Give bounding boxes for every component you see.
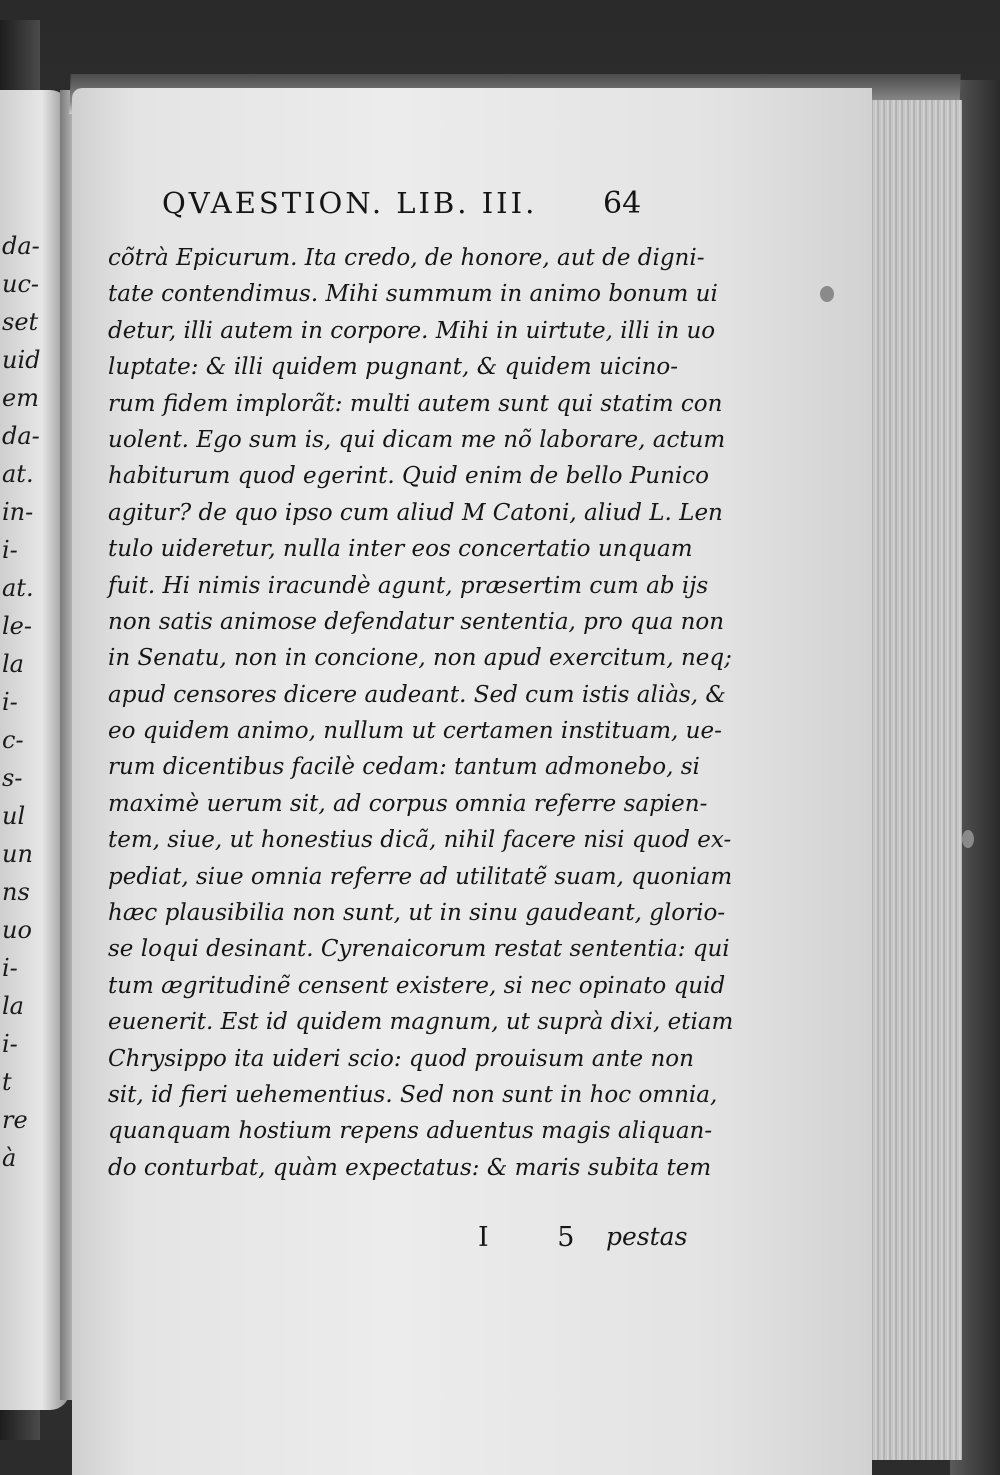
text-line: quanquam hostium repens aduentus magis aliquan- [108, 1118, 713, 1145]
left-page-fragment: i- [2, 1030, 18, 1058]
left-page-fragment: s- [2, 764, 23, 792]
left-page-fragment: em [2, 384, 39, 412]
text-line: rum dicentibus facilè cedam: tantum admonebo, si [108, 754, 700, 781]
left-page-fragment: c- [2, 726, 24, 754]
ink-spot [962, 830, 974, 848]
text-line: non satis animose defendatur sententia, pro qua non [108, 608, 725, 635]
left-page-fragment: i- [2, 536, 18, 564]
text-block [108, 240, 734, 1186]
text-line: in Senatu, non in concione, non apud exercitum, neq; [108, 645, 732, 672]
left-page-fragment: le- [2, 612, 32, 640]
text-line: maximè uerum sit, ad corpus omnia referre sapien- [108, 790, 708, 817]
text-line: rum fidem implorãt: multi autem sunt qui statim con [108, 390, 723, 417]
left-page-fragment: re [2, 1106, 28, 1134]
left-page-fragment: uid [2, 346, 41, 374]
text-line: pediat, siue omnia referre ad utilitatẽ suam, quoniam [108, 863, 733, 890]
left-page-fragment: in- [2, 498, 34, 526]
text-line: Chrysippo ita uideri scio: quod prouisum ante non [108, 1045, 694, 1072]
left-page-fragment: da- [2, 422, 40, 450]
page-stack [860, 100, 962, 1460]
running-head: QVAESTION. LIB. III. [162, 186, 538, 220]
left-page-fragment: i- [2, 954, 18, 982]
text-line: sit, id fieri uehementius. Sed non sunt in hoc omnia, [108, 1081, 718, 1108]
left-page-fragment: set [2, 308, 39, 336]
catchword: pestas [606, 1222, 688, 1251]
text-line: se loqui desinant. Cyrenaicorum restat sententia: qui [108, 936, 730, 963]
left-page-fragment: ul [2, 802, 26, 830]
left-page-fragment: la [2, 992, 24, 1020]
left-page-fragment: t [2, 1068, 12, 1096]
text-line: habiturum quod egerint. Quid enim de bello Punico [108, 463, 709, 490]
signature-mark: I 5 [478, 1222, 605, 1253]
page-number: 64 [603, 186, 642, 221]
text-line: apud censores dicere audeant. Sed cum istis aliàs, & [108, 681, 726, 708]
left-page-fragment: i- [2, 688, 18, 716]
left-page-fragment: uo [2, 916, 32, 944]
left-page-fragment: at. [2, 460, 34, 488]
left-page-fragment: à [2, 1144, 17, 1172]
text-line: do conturbat, quàm expectatus: & maris subita tem [108, 1154, 712, 1181]
text-line: uolent. Ego sum is, qui dicam me nõ laborare, actum [108, 426, 726, 453]
text-line: detur, illi autem in corpore. Mihi in uirtute, illi in uo [108, 317, 716, 344]
text-line: hæc plausibilia non sunt, ut in sinu gaudeant, glorio- [108, 900, 726, 927]
text-line: tum ægritudinẽ censent existere, si nec opinato quid [108, 972, 726, 999]
text-line: tem, siue, ut honestius dicã, nihil facere nisi quod ex- [108, 827, 732, 854]
text-line: tate contendimus. Mihi summum in animo bonum ui [108, 281, 718, 308]
text-line: agitur? de quo ipso cum aliud M Catoni, aliud L. Len [108, 499, 723, 526]
text-line: euenerit. Est id quidem magnum, ut suprà dixi, etiam [108, 1009, 734, 1036]
text-line: fuit. Hi nimis iracundè agunt, præsertim cum ab ijs [108, 572, 709, 599]
left-page-fragment: la [2, 650, 24, 678]
text-line: cõtrà Epicurum. Ita credo, de honore, aut de digni- [108, 245, 705, 271]
text-line: tulo uideretur, nulla inter eos concertatio unquam [108, 536, 693, 563]
left-page-fragment: uc- [2, 270, 40, 298]
text-line: eo quidem animo, nullum ut certamen instituam, ue- [108, 718, 722, 745]
left-page-fragment: ns [2, 878, 30, 906]
left-page-fragment: at. [2, 574, 34, 602]
left-page-fragment: da- [2, 232, 40, 260]
left-page-fragment: un [2, 840, 33, 868]
ink-spot [820, 286, 834, 302]
text-line: luptate: & illi quidem pugnant, & quidem uicino- [108, 354, 678, 381]
